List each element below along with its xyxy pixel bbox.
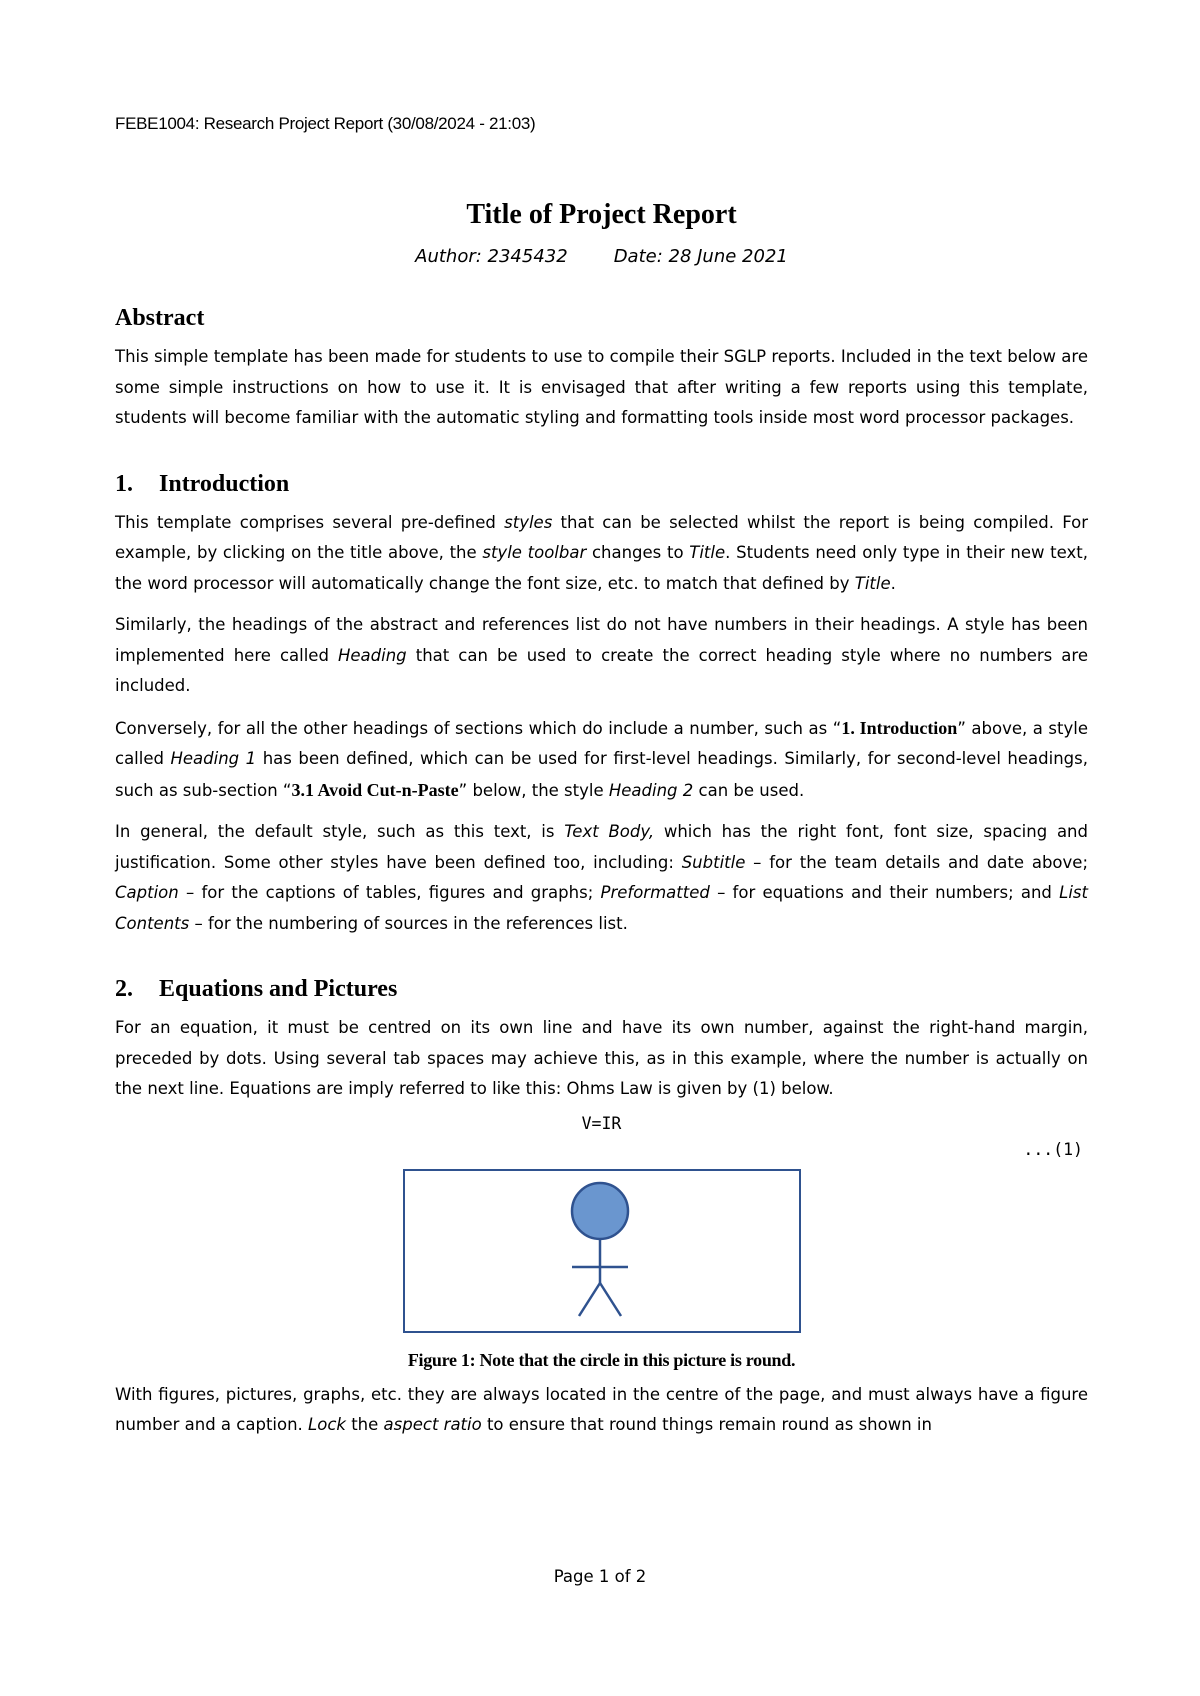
equation: V=IR — [581, 1113, 622, 1133]
heading-2-term: Heading 2 — [608, 780, 694, 800]
section-2-title: Equations and Pictures — [159, 976, 398, 1002]
section-2-heading — [115, 974, 1088, 1004]
introduction-reference: 1. Introduction — [841, 717, 958, 738]
document-title: Title of Project Report — [466, 199, 737, 230]
heading-term: Heading — [338, 645, 407, 665]
stick-figure-left-leg — [579, 1283, 600, 1316]
section-1-paragraph-2: Similarly, the headings of the abstract and references list do not have numbers in their headings. A style has been implemented here called Heading that can be used to create the correct heading style where no numbers are included. — [115, 615, 1088, 695]
abstract-text: This simple template has been made for students to use to compile their SGLP reports. Included in the text below are some simple instructions on how to use it. It is envisaged that after writing a few reports using this template, students will become familiar with the automatic styling and formatting tools inside most word processor packages. — [115, 347, 1088, 427]
section-2-paragraph-2: With figures, pictures, graphs, etc. they are always located in the centre of the page, and must always have a figure number and a caption. Lock the aspect ratio to ensure that round things remain round as shown in — [115, 1384, 1088, 1434]
stick-figure-right-leg — [600, 1283, 621, 1316]
stick-figure-head — [572, 1183, 628, 1239]
section-2-paragraph-1: For an equation, it must be centred on its own line and have its own number, against the right-hand margin, preceded by dots. Using several tab spaces may achieve this, as in this example, where the number is actually on the next line. Equations are imply referred to like this: Ohms Law is given by (1) below. — [115, 1018, 1088, 1098]
section-1-paragraph-3: Conversely, for all the other headings of sections which do include a number, such as “1. Introduction” above, a style called Heading 1 has been defined, which can be used for first-level headings. Similarly, for second-level headings, such as sub-section “3.1 Avoid Cut-n-Paste” below, the style Heading 2 can be used. — [115, 717, 1088, 800]
figure-1-frame — [403, 1169, 801, 1333]
heading-1-term: Heading 1 — [170, 749, 257, 768]
text-body-term: Text Body, — [564, 822, 655, 841]
abstract-heading: Abstract — [115, 305, 205, 331]
style-toolbar-term: style toolbar — [482, 543, 587, 562]
date-label: Date: 28 June 2021 — [613, 246, 788, 267]
subtitle-term: Subtitle — [681, 852, 746, 872]
section-1-number: 1. — [115, 470, 133, 497]
page-content — [115, 198, 1088, 1441]
caption-term: Caption — [115, 883, 179, 902]
styles-term: styles — [504, 512, 553, 532]
document-subtitle — [115, 244, 1088, 270]
page-footer: Page 1 of 2 — [553, 1567, 647, 1586]
section-1-heading — [115, 469, 1088, 499]
aspect-ratio-term: aspect ratio — [383, 1415, 482, 1434]
section-2-number: 2. — [115, 976, 133, 1002]
title-term: Title — [854, 573, 891, 593]
equation-number: ...(1) — [1023, 1139, 1083, 1159]
section-1-paragraph-1: This template comprises several pre-defined styles that can be selected whilst the report is being compiled. For example, by clicking on the title above, the style toolbar changes to Title. Students need only type in their new text, the word processor will automatically change the font size, etc. to match that defined by Title. — [115, 512, 1088, 593]
title-term: Title — [689, 543, 726, 562]
list-contents-term: List Contents — [115, 883, 1088, 933]
preformatted-term: Preformatted — [600, 883, 710, 902]
lock-term: Lock — [308, 1415, 346, 1434]
author-label: Author: 2345432 — [415, 246, 568, 267]
section-1-title: Introduction — [159, 470, 290, 497]
page-header: FEBE1004: Research Project Report (30/08/2024 - 21:03) — [115, 114, 536, 133]
figure-1-caption: Figure 1: Note that the circle in this picture is round. — [407, 1349, 796, 1370]
subsection-reference: 3.1 Avoid Cut-n-Paste — [291, 779, 459, 800]
stick-figure-image — [405, 1171, 799, 1331]
section-1-paragraph-4: In general, the default style, such as this text, is Text Body, which has the right font, font size, spacing and justification. Some other styles have been defined too, including: Subtitle – for the team details and date above; Caption – for the captions of tables, figures and graphs; Preformatted – for equations and their numbers; and List Contents – for the numbering of sources in the references list. — [115, 822, 1088, 933]
